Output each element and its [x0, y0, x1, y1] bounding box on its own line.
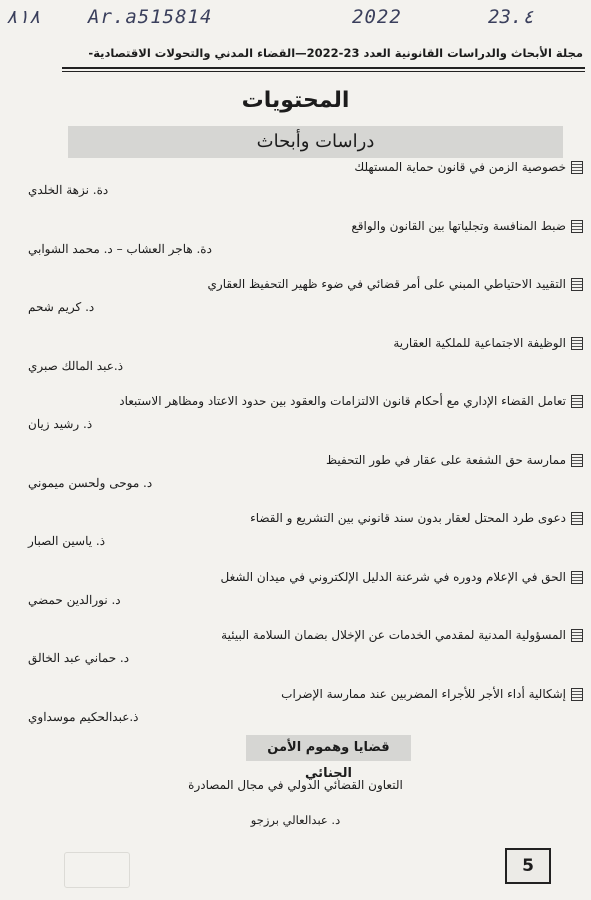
contents-entry-title: [40, 277, 583, 291]
contents-entry-title: [40, 453, 583, 467]
contents-entry-author: ذ.عبدالحكيم موسداوي: [28, 709, 139, 724]
book-icon: [571, 454, 583, 467]
contents-entry-author: ذ. ياسين الصبار: [28, 534, 106, 548]
entry-title-text: تعامل القضاء الإداري مع أحكام قانون الالتزامات والعقود بين حدود الاعتاد ومظاهر الاستبعاد: [119, 394, 566, 408]
contents-entry-title: [40, 687, 583, 701]
contents-entry-title: [40, 219, 583, 233]
book-icon: [571, 571, 583, 584]
handwritten-date: 23.٤: [488, 6, 534, 28]
contents-entry-title: [40, 160, 583, 174]
contents-entry-title: [40, 394, 583, 408]
contents-entry-author: د. نورالدين حمضي: [28, 592, 121, 607]
contents-entry-author: ذ.عبد المالك صبري: [28, 358, 124, 373]
section-heading-studies: دراسات وأبحاث: [68, 126, 563, 158]
entry-title-text: دعوى طرد المحتل لعقار بدون سند قانوني بين التشريع و القضاء: [250, 511, 566, 525]
entry-title-text: ممارسة حق الشفعة على عقار في طور التحفيظ: [326, 452, 566, 467]
contents-entry-author: د. حماني عبد الخالق: [28, 651, 130, 665]
entry-title-text: ضبط المنافسة وتجلياتها بين القانون والواقع: [351, 218, 566, 233]
header-rule-thin: [62, 71, 585, 72]
contents-entry-author: ذ. رشيد زيان: [28, 417, 93, 431]
entry-title-text: التقييد الاحتياطي المبني على أمر قضائي في ضوء ظهير التحفيظ العقاري: [207, 277, 566, 291]
entry-title-text: إشكالية أداء الأجر للأجراء المضربين عند ممارسة الإضراب: [281, 686, 566, 701]
faint-stamp-mark: [64, 852, 130, 888]
section2-entry-title: التعاون القضائي الدولي في مجال المصادرة: [188, 778, 403, 792]
contents-entry-title: [40, 628, 583, 642]
contents-entry-title: [40, 511, 583, 525]
entry-title-text: خصوصية الزمن في قانون حماية المستهلك: [354, 160, 566, 174]
book-icon: [571, 629, 583, 642]
entry-title-text: الوظيفة الاجتماعية للملكية العقارية: [393, 335, 566, 350]
contents-title: المحتويات: [241, 88, 350, 113]
section-heading-criminal-security: قضايا وهموم الأمن الجنائي: [246, 735, 411, 761]
book-icon: [571, 337, 583, 350]
book-icon: [571, 161, 583, 174]
page-number: 5: [505, 848, 551, 884]
book-icon: [571, 220, 583, 233]
contents-entry-author: دة. هاجر العشاب – د. محمد الشوابي: [28, 241, 212, 256]
journal-header: مجلة الأبحاث والدراسات القانونية العدد 23-2022—القضاء المدني والتحولات الاقتصادية-: [88, 46, 583, 60]
book-icon: [571, 278, 583, 291]
entry-title-text: المسؤولية المدنية لمقدمي الخدمات عن الإخلال بضمان السلامة البيئية: [221, 628, 566, 642]
book-icon: [571, 512, 583, 525]
book-icon: [571, 395, 583, 408]
handwritten-serial: Ar.a515814: [88, 6, 213, 28]
handwritten-page-ref: ٨١٨: [6, 6, 41, 28]
contents-entry-author: د. موحى ولحسن ميموني: [28, 475, 153, 490]
book-icon: [571, 688, 583, 701]
section2-entry-author: د. عبدالعالي برزجو: [250, 813, 341, 827]
contents-entry-title: [40, 570, 583, 584]
header-rule: [62, 67, 585, 69]
contents-entry-author: دة. نزهة الخلدي: [28, 183, 109, 197]
contents-entry-title: [40, 336, 583, 350]
handwritten-year: 2022: [352, 6, 402, 28]
entry-title-text: الحق في الإعلام ودوره في شرعنة الدليل الإلكتروني في ميدان الشغل: [220, 569, 566, 584]
contents-entry-author: د. كريم شحم: [28, 300, 95, 314]
